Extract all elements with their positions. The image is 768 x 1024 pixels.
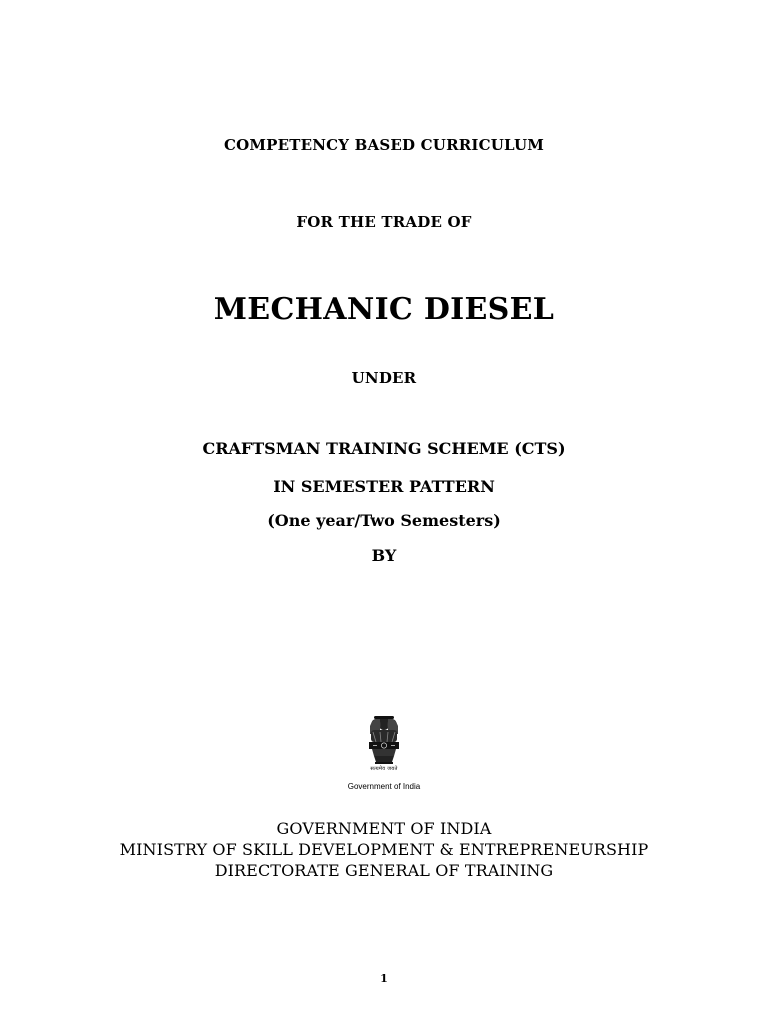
under-label: UNDER — [351, 369, 417, 387]
curriculum-heading: COMPETENCY BASED CURRICULUM — [223, 136, 545, 154]
scheme-title: CRAFTSMAN TRAINING SCHEME (CTS) — [202, 439, 566, 458]
emblem-motto: सत्यमेव जयते — [370, 766, 398, 772]
ashoka-emblem-icon — [340, 712, 428, 768]
pattern-label: IN SEMESTER PATTERN — [273, 477, 495, 496]
emblem-caption: Government of India — [347, 782, 421, 791]
ministry-label: MINISTRY OF SKILL DEVELOPMENT & ENTREPRENEURSHIP — [119, 840, 649, 859]
directorate-label: DIRECTORATE GENERAL OF TRAINING — [214, 861, 554, 880]
government-emblem — [340, 712, 428, 798]
duration-label: (One year/Two Semesters) — [267, 511, 501, 530]
by-label: BY — [371, 546, 397, 565]
page-number: 1 — [380, 972, 388, 985]
trade-title: MECHANIC DIESEL — [213, 292, 555, 327]
trade-intro: FOR THE TRADE OF — [296, 213, 472, 231]
government-label: GOVERNMENT OF INDIA — [276, 819, 492, 838]
